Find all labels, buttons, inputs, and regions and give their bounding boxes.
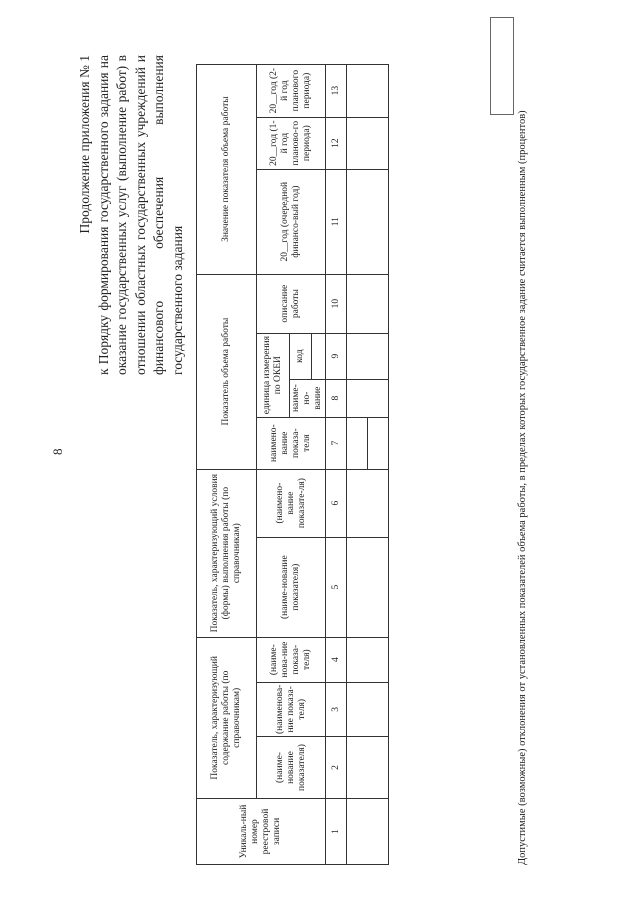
sub-unit-code: код — [290, 333, 312, 379]
sub-unit-code-blank — [312, 333, 326, 379]
appendix-heading — [76, 55, 187, 375]
empty-cell — [347, 379, 389, 417]
work-volume-table — [196, 64, 389, 865]
col-number: 5 — [326, 537, 347, 637]
deviation-note: Допустимые (возможные) отклонения от установленных показателей объема работы, в пределах которых государственное задание считается выполненным (процентов) — [517, 110, 528, 865]
empty-cell — [347, 169, 389, 274]
sub-conditions-1: (наиме-нование показателя) — [257, 537, 326, 637]
empty-cell — [347, 333, 389, 379]
sub-content-2: (наименова-ние показа-теля) — [257, 682, 326, 736]
empty-cell — [368, 417, 389, 469]
sub-unit-okei: единица измерения по ОКЕИ — [257, 333, 290, 417]
col-number: 9 — [326, 333, 347, 379]
col-number: 10 — [326, 274, 347, 333]
page-number: 8 — [50, 448, 65, 455]
empty-cell — [347, 117, 389, 169]
empty-cell — [347, 417, 368, 469]
appendix-subtitle: к Порядку формирования государственного задания на оказание государственных услуг (выполнение работ) в отношении областных государственных учреждений и финансового обеспечения выполнения государственного задания — [95, 55, 185, 375]
col-number: 13 — [326, 64, 347, 117]
sub-unit-name: наиме-но-вание — [290, 379, 326, 417]
col-number: 7 — [326, 417, 347, 469]
col-number: 3 — [326, 682, 347, 736]
empty-cell — [347, 637, 389, 682]
empty-cell — [347, 64, 389, 117]
column-number-row — [326, 64, 347, 864]
col-number: 1 — [326, 799, 347, 865]
sub-year-plan-1: 20__год (1-й год планово-го периода) — [257, 117, 326, 169]
sub-content-3: (наиме-нова-ние показа-теля) — [257, 637, 326, 682]
sub-work-description: описание работы — [257, 274, 326, 333]
empty-cell — [347, 682, 389, 736]
header-unique-number: Уникаль-ный номер реестровой записи — [197, 799, 326, 865]
col-number: 11 — [326, 169, 347, 274]
empty-cell — [347, 469, 389, 537]
header-volume-values: Значение показателя объема работы — [197, 64, 257, 274]
col-number: 8 — [326, 379, 347, 417]
table-row — [347, 64, 368, 864]
deviation-value-box — [490, 17, 514, 115]
appendix-title: Продолжение приложения № 1 — [77, 55, 92, 234]
sub-content-1: (наиме-нование показателя) — [257, 737, 326, 799]
empty-cell — [347, 799, 389, 865]
header-conditions-indicator: Показатель, характеризующий условия (формы) выполнения работы (по справочникам) — [197, 469, 257, 637]
empty-cell — [347, 537, 389, 637]
col-number: 2 — [326, 737, 347, 799]
sub-year-plan-2: 20__год (2-й год планового периода) — [257, 64, 326, 117]
sub-volume-name: наимено-вание показа-теля — [257, 417, 326, 469]
empty-cell — [347, 274, 389, 333]
col-number: 6 — [326, 469, 347, 537]
header-volume-indicator: Показатель объема работы — [197, 274, 257, 469]
sub-conditions-2: (наимено-вание показате-ля) — [257, 469, 326, 537]
col-number: 12 — [326, 117, 347, 169]
empty-cell — [347, 737, 389, 799]
header-content-indicator: Показатель, характеризующий содержание работы (по справочникам) — [197, 637, 257, 798]
sub-year-current: 20__год (очередной финансо-вый год) — [257, 169, 326, 274]
col-number: 4 — [326, 637, 347, 682]
